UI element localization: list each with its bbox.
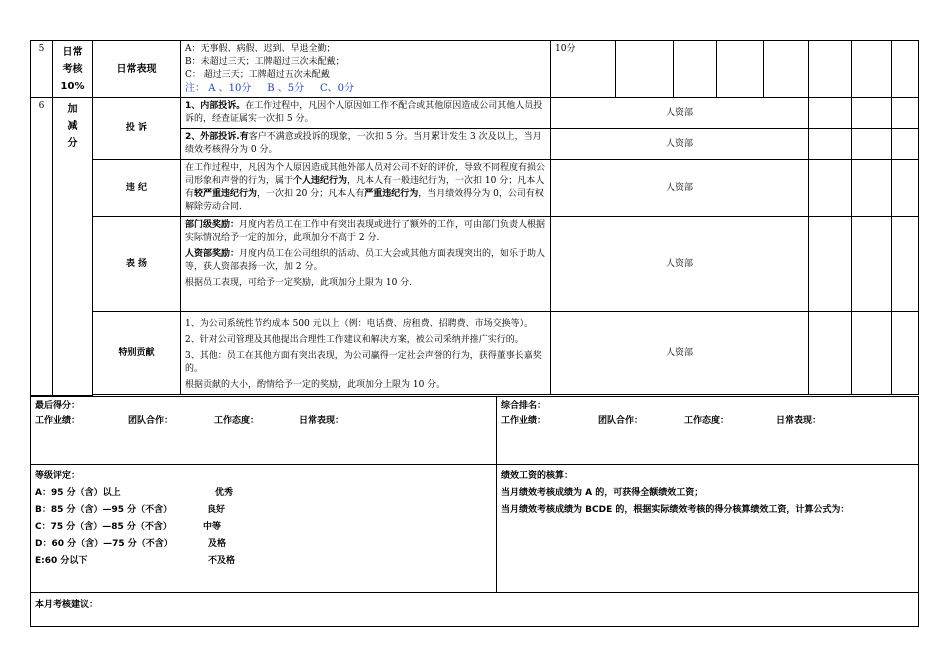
item-complaint: 投 诉 bbox=[93, 98, 181, 160]
salary-cell bbox=[497, 464, 919, 592]
blank-cell[interactable] bbox=[852, 41, 892, 98]
grade-label: 良好 bbox=[207, 504, 226, 515]
grade-label: 不及格 bbox=[208, 555, 236, 566]
internal-text: 在工作过程中，凡因个人原因如工作不配合或其他原因造成公司其他人员投诉的，经查证属实一次扣 5 分。 bbox=[185, 101, 543, 124]
grades-title: 等级评定： bbox=[35, 470, 81, 481]
dept-hr: 人资部 bbox=[551, 129, 809, 160]
grade-item bbox=[35, 553, 492, 570]
blank-cell[interactable] bbox=[892, 160, 919, 217]
note-c: C、0分 bbox=[320, 83, 355, 94]
bold-part: 较严重违纪行为 bbox=[194, 189, 258, 199]
salary-line: 当月绩效考核成绩为 BCDE 的，根据实际绩效考核的得分核算绩效工资，计算公式为： bbox=[501, 504, 850, 515]
dept-hr: 人资部 bbox=[551, 217, 809, 312]
item-special: 特别贡献 bbox=[93, 312, 181, 395]
row-suggestion bbox=[31, 592, 919, 626]
item-daily: 日常表现 bbox=[93, 41, 181, 98]
text-part: ，当月绩效得分为 0，公司有权解除劳动合同. bbox=[185, 189, 544, 212]
row-final-score bbox=[31, 396, 919, 464]
text-part: ，凡本人有一般违纪行为，一次扣 10 分；凡本人有 bbox=[185, 176, 545, 199]
category-line: 日常 bbox=[62, 46, 83, 58]
text-part: 在工作过程中，凡因为个人原因造成其他外部人员对公司不好的评价，导致不同程度有损公司形象和声誉的行为，属于 bbox=[185, 163, 546, 186]
praise-hr-text: 月度内员工在公司组织的活动、员工大会或其他方面表现突出的，如乐于助人等，获人资部表扬一次，加 2 分。 bbox=[185, 249, 546, 272]
dept-hr: 人资部 bbox=[551, 160, 809, 217]
blank-cell[interactable] bbox=[809, 160, 852, 217]
rank-cell bbox=[497, 396, 919, 464]
blank-cell[interactable] bbox=[852, 98, 892, 129]
blank-cell[interactable] bbox=[809, 129, 852, 160]
praise-dept-text: 月度内若员工在工作中有突出表现或进行了额外的工作，可由部门负责人根据实际情况给予一定的加分，此项加分不高于 2 分. bbox=[185, 220, 546, 243]
category-line: 分 bbox=[67, 138, 78, 149]
special-line: 2、针对公司管理及其他提出合理性工作建议和解决方案，被公司采纳并推广实行的。 bbox=[185, 335, 524, 345]
blank-cell[interactable] bbox=[892, 217, 919, 312]
final-score-label: 最后得分： bbox=[35, 400, 81, 411]
grade-range: E:60 分以下 bbox=[35, 555, 88, 566]
category-line: 加 bbox=[67, 104, 78, 115]
external-bold: 有 bbox=[239, 132, 249, 142]
special-line: 根据贡献的大小，酌情给予一定的奖励，此项加分上限为 10 分。 bbox=[185, 380, 446, 390]
row-daily bbox=[31, 41, 919, 98]
special-text bbox=[181, 312, 551, 395]
category-line: 减 bbox=[67, 121, 78, 132]
work-label: 工作业绩： bbox=[35, 415, 81, 426]
internal-title: 1、内部投诉。 bbox=[185, 101, 246, 111]
row-number: 6 bbox=[31, 98, 53, 396]
text-part: ，一次扣 20 分；凡本人有 bbox=[257, 189, 365, 199]
blank-cell[interactable] bbox=[809, 41, 852, 98]
salary-title: 绩效工资的核算： bbox=[501, 470, 574, 481]
blank-cell[interactable] bbox=[674, 41, 717, 98]
salary-line: 当月绩效考核成绩为 A 的，可获得全额绩效工资； bbox=[501, 487, 704, 498]
item-discipline: 违 纪 bbox=[93, 160, 181, 217]
blank-cell[interactable] bbox=[852, 160, 892, 217]
blank-cell[interactable] bbox=[892, 129, 919, 160]
grade-range: D：60 分（含）—75 分（不含） bbox=[35, 538, 173, 549]
dept-hr: 人资部 bbox=[551, 312, 809, 395]
blank-cell[interactable] bbox=[764, 41, 809, 98]
row-number: 5 bbox=[31, 41, 53, 98]
blank-cell[interactable] bbox=[809, 217, 852, 312]
blank-cell[interactable] bbox=[616, 41, 674, 98]
attitude-label: 工作态度： bbox=[214, 415, 260, 426]
blank-cell[interactable] bbox=[852, 312, 892, 395]
blank-cell[interactable] bbox=[892, 312, 919, 395]
category-daily bbox=[53, 41, 93, 98]
praise-text bbox=[181, 217, 551, 312]
criteria-line: B：未超过三天；工牌超过三次未配戴； bbox=[185, 57, 345, 67]
dept-hr: 人资部 bbox=[551, 98, 809, 129]
row-complaint-internal bbox=[31, 98, 919, 129]
row-discipline bbox=[31, 160, 919, 217]
praise-limit: 根据员工表现，可给予一定奖励，此项加分上限为 10 分. bbox=[185, 278, 413, 288]
row-praise bbox=[31, 217, 919, 312]
score-cell: 10分 bbox=[551, 41, 616, 98]
team-label: 团队合作： bbox=[598, 415, 644, 426]
grade-range: A：95 分（含）以上 bbox=[35, 487, 121, 498]
external-text: 客户不满意或投诉的现象，一次扣 5 分。当月累计发生 3 次及以上，当月绩效考核得分为 0 分。 bbox=[185, 132, 542, 155]
grade-label: 中等 bbox=[203, 521, 222, 532]
summary-table bbox=[30, 396, 919, 627]
blank-cell[interactable] bbox=[892, 98, 919, 129]
daily-label: 日常表现： bbox=[299, 415, 345, 426]
special-line: 1、为公司系统性节约成本 500 元以上（例：电话费、房租费、招聘费、市场交换等）。 bbox=[185, 319, 534, 329]
praise-dept-title: 部门级奖励： bbox=[185, 220, 240, 230]
assessment-sheet bbox=[30, 40, 918, 627]
daily-label: 日常表现： bbox=[776, 415, 822, 426]
daily-criteria bbox=[181, 41, 551, 98]
criteria-line: A：无事假、病假、迟到、早退全勤； bbox=[185, 44, 336, 54]
grades-cell bbox=[31, 464, 497, 592]
note-prefix: 注： bbox=[185, 83, 205, 94]
blank-cell[interactable] bbox=[809, 312, 852, 395]
blank-cell[interactable] bbox=[892, 41, 919, 98]
external-title: 2、外部投诉. bbox=[185, 132, 240, 142]
blank-cell[interactable] bbox=[852, 129, 892, 160]
grade-label: 优秀 bbox=[215, 487, 234, 498]
blank-cell[interactable] bbox=[717, 41, 764, 98]
category-line: 考核 bbox=[62, 63, 83, 75]
bold-part: 个人违纪行为 bbox=[293, 176, 348, 186]
bold-part: 严重违纪行为 bbox=[364, 189, 419, 199]
final-score-cell bbox=[31, 396, 497, 464]
praise-hr-title: 人资部奖励： bbox=[185, 249, 240, 259]
score-note bbox=[185, 82, 546, 95]
grade-item bbox=[35, 485, 492, 502]
work-label: 工作业绩： bbox=[501, 415, 547, 426]
grade-range: B：85 分（含）—95 分（不含） bbox=[35, 504, 173, 515]
row-special bbox=[31, 312, 919, 395]
note-b: B 、5分 bbox=[267, 83, 305, 94]
suggestion-cell[interactable]: 本月考核建议： bbox=[31, 592, 919, 626]
grade-item bbox=[35, 502, 492, 519]
team-label: 团队合作： bbox=[128, 415, 174, 426]
attitude-label: 工作态度： bbox=[684, 415, 730, 426]
category-bonus bbox=[53, 98, 93, 396]
grade-label: 及格 bbox=[208, 538, 227, 549]
complaint-internal bbox=[181, 98, 551, 129]
row-grades bbox=[31, 464, 919, 592]
discipline-text bbox=[181, 160, 551, 217]
blank-cell[interactable] bbox=[809, 98, 852, 129]
special-line: 3、其他：员工在其他方面有突出表现，为公司赢得一定社会声誉的行为，获得董事长嘉奖的。 bbox=[185, 351, 542, 374]
grade-item bbox=[35, 519, 492, 536]
assessment-table bbox=[30, 40, 919, 396]
rank-label: 综合排名： bbox=[501, 400, 547, 411]
blank-cell[interactable] bbox=[852, 217, 892, 312]
item-praise: 表 扬 bbox=[93, 217, 181, 312]
grade-range: C：75 分（含）—85 分（不含） bbox=[35, 521, 172, 532]
criteria-line: C： 超过三天；工牌超过五次未配戴 bbox=[185, 70, 330, 80]
category-line: 10% bbox=[60, 80, 85, 92]
grade-item bbox=[35, 536, 492, 553]
complaint-external bbox=[181, 129, 551, 160]
note-a: A 、10分 bbox=[208, 83, 252, 94]
